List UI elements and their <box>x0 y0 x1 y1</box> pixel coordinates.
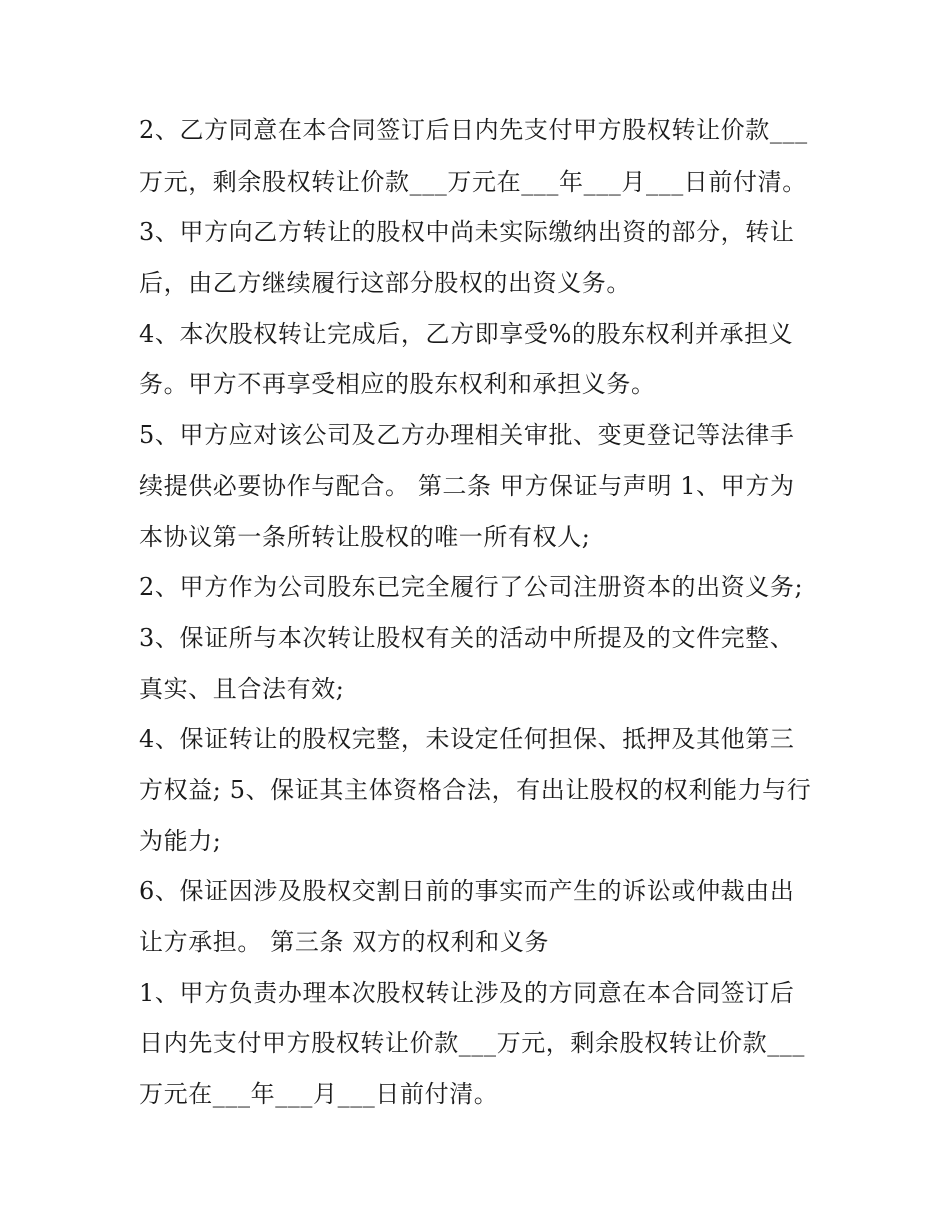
text-line: 4、保证转让的股权完整，未设定任何担保、抵押及其他第三 <box>139 725 795 753</box>
text-line: 方权益; 5、保证其主体资格合法，有出让股权的权利能力与行 <box>139 776 812 804</box>
text-line: 2、甲方作为公司股东已完全履行了公司注册资本的出资义务; <box>139 573 804 601</box>
text-line: 万元在___年___月___日前付清。 <box>139 1080 499 1108</box>
text-line: 续提供必要协作与配合。 第二条 甲方保证与声明 1、甲方为 <box>139 472 795 500</box>
text-line: 让方承担。 第三条 双方的权利和义务 <box>139 928 550 956</box>
text-line: 务。甲方不再享受相应的股东权利和承担义务。 <box>139 370 656 398</box>
text-line: 本协议第一条所转让股权的唯一所有权人; <box>139 523 591 551</box>
text-line: 2、乙方同意在本合同签订后日内先支付甲方股权转让价款___ <box>139 116 808 144</box>
text-line: 真实、且合法有效; <box>139 675 345 703</box>
text-line: 日内先支付甲方股权转让价款___万元，剩余股权转让价款___ <box>139 1029 805 1057</box>
text-line: 5、甲方应对该公司及乙方办理相关审批、变更登记等法律手 <box>139 421 795 449</box>
text-line: 万元，剩余股权转让价款___万元在___年___月___日前付清。 <box>139 168 807 196</box>
text-line: 3、保证所与本次转让股权有关的活动中所提及的文件完整、 <box>139 624 795 652</box>
text-line: 1、甲方负责办理本次股权转让涉及的方同意在本合同签订后 <box>139 979 795 1007</box>
text-line: 后，由乙方继续履行这部分股权的出资义务。 <box>139 269 631 297</box>
text-line: 4、本次股权转让完成后，乙方即享受%的股东权利并承担义 <box>139 320 794 348</box>
text-line: 为能力; <box>139 827 222 855</box>
text-line: 3、甲方向乙方转让的股权中尚未实际缴纳出资的部分，转让 <box>139 218 795 246</box>
text-line: 6、保证因涉及股权交割日前的事实而产生的诉讼或仲裁由出 <box>139 877 795 905</box>
